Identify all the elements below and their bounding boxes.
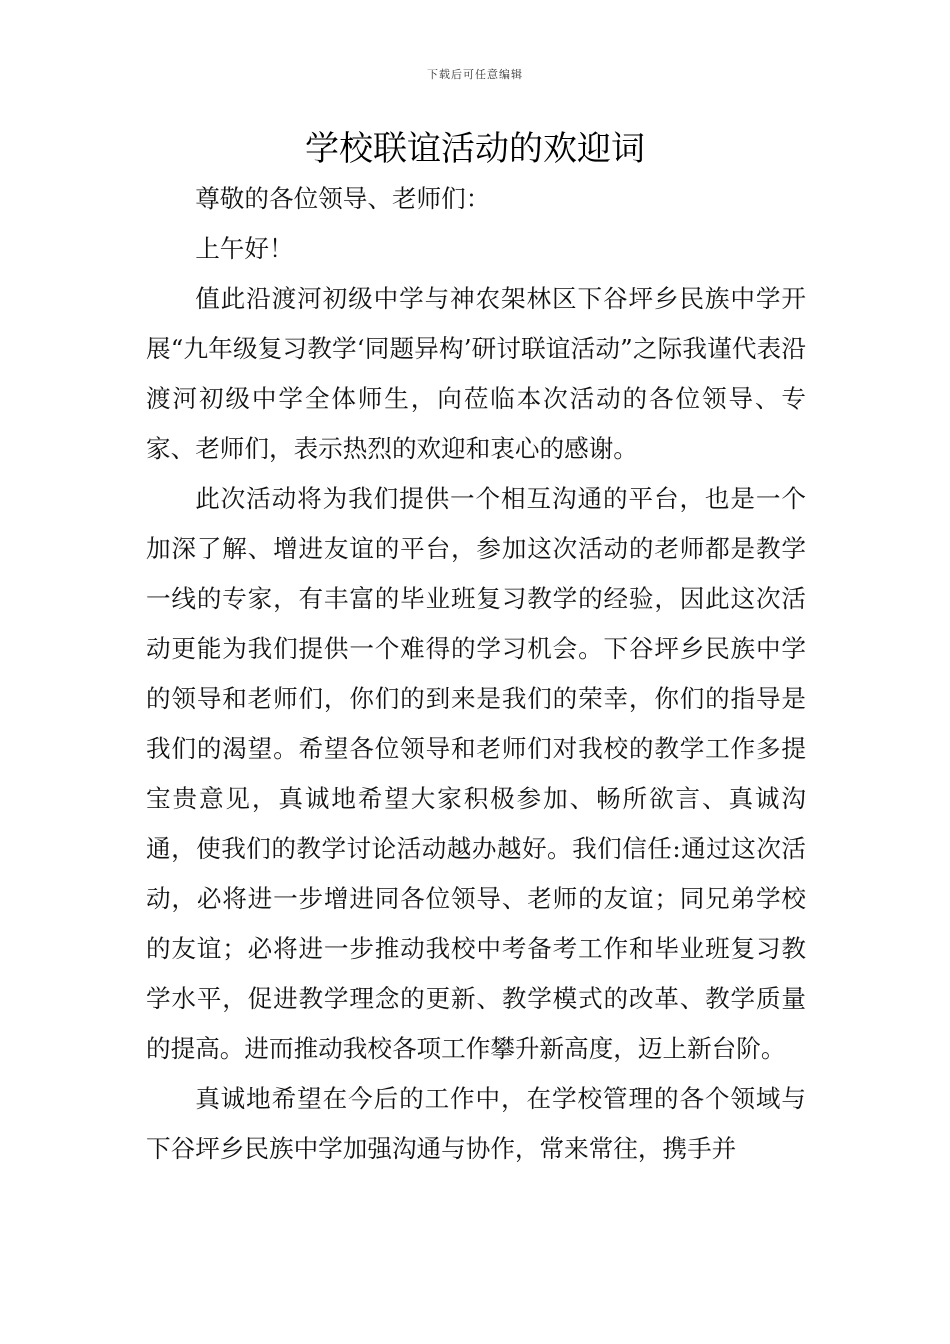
header-note: 下载后可任意编辑	[427, 68, 523, 81]
body-paragraph: 真诚地希望在今后的工作中，在学校管理的各个领域与下谷坪乡民族中学加强沟通与协作，常来常往，携手并	[146, 1084, 806, 1163]
document-body	[146, 174, 806, 1174]
body-paragraph: 值此沿渡河初级中学与神农架林区下谷坪乡民族中学开展“九年级复习教学‘同题异构’研讨联谊活动”之际我谨代表沿渡河初级中学全体师生，向莅临本次活动的各位领导、专家、老师们，表示热烈的欢迎和衷心的感谢。	[146, 284, 806, 463]
salutation-paragraph: 上午好！	[195, 234, 294, 263]
greeting-paragraph: 尊敬的各位领导、老师们：	[195, 184, 491, 213]
body-paragraph: 此次活动将为我们提供一个相互沟通的平台，也是一个加深了解、增进友谊的平台，参加这次活动的老师都是教学一线的专家，有丰富的毕业班复习教学的经验，因此这次活动更能为我们提供一个难得的学习机会。下谷坪乡民族中学的领导和老师们，你们的到来是我们的荣幸，你们的指导是我们的渴望。希望各位领导和老师们对我校的教学工作多提宝贵意见，真诚地希望大家积极参加、畅所欲言、真诚沟通，使我们的教学讨论活动越办越好。我们信任:通过这次活动，必将进一步增进同各位领导、老师的友谊；同兄弟学校的友谊；必将进一步推动我校中考备考工作和毕业班复习教学水平，促进教学理念的更新、教学模式的改革、教学质量的提高。进而推动我校各项工作攀升新高度，迈上新台阶。	[146, 484, 806, 1063]
document-title: 学校联谊活动的欢迎词	[305, 129, 645, 169]
